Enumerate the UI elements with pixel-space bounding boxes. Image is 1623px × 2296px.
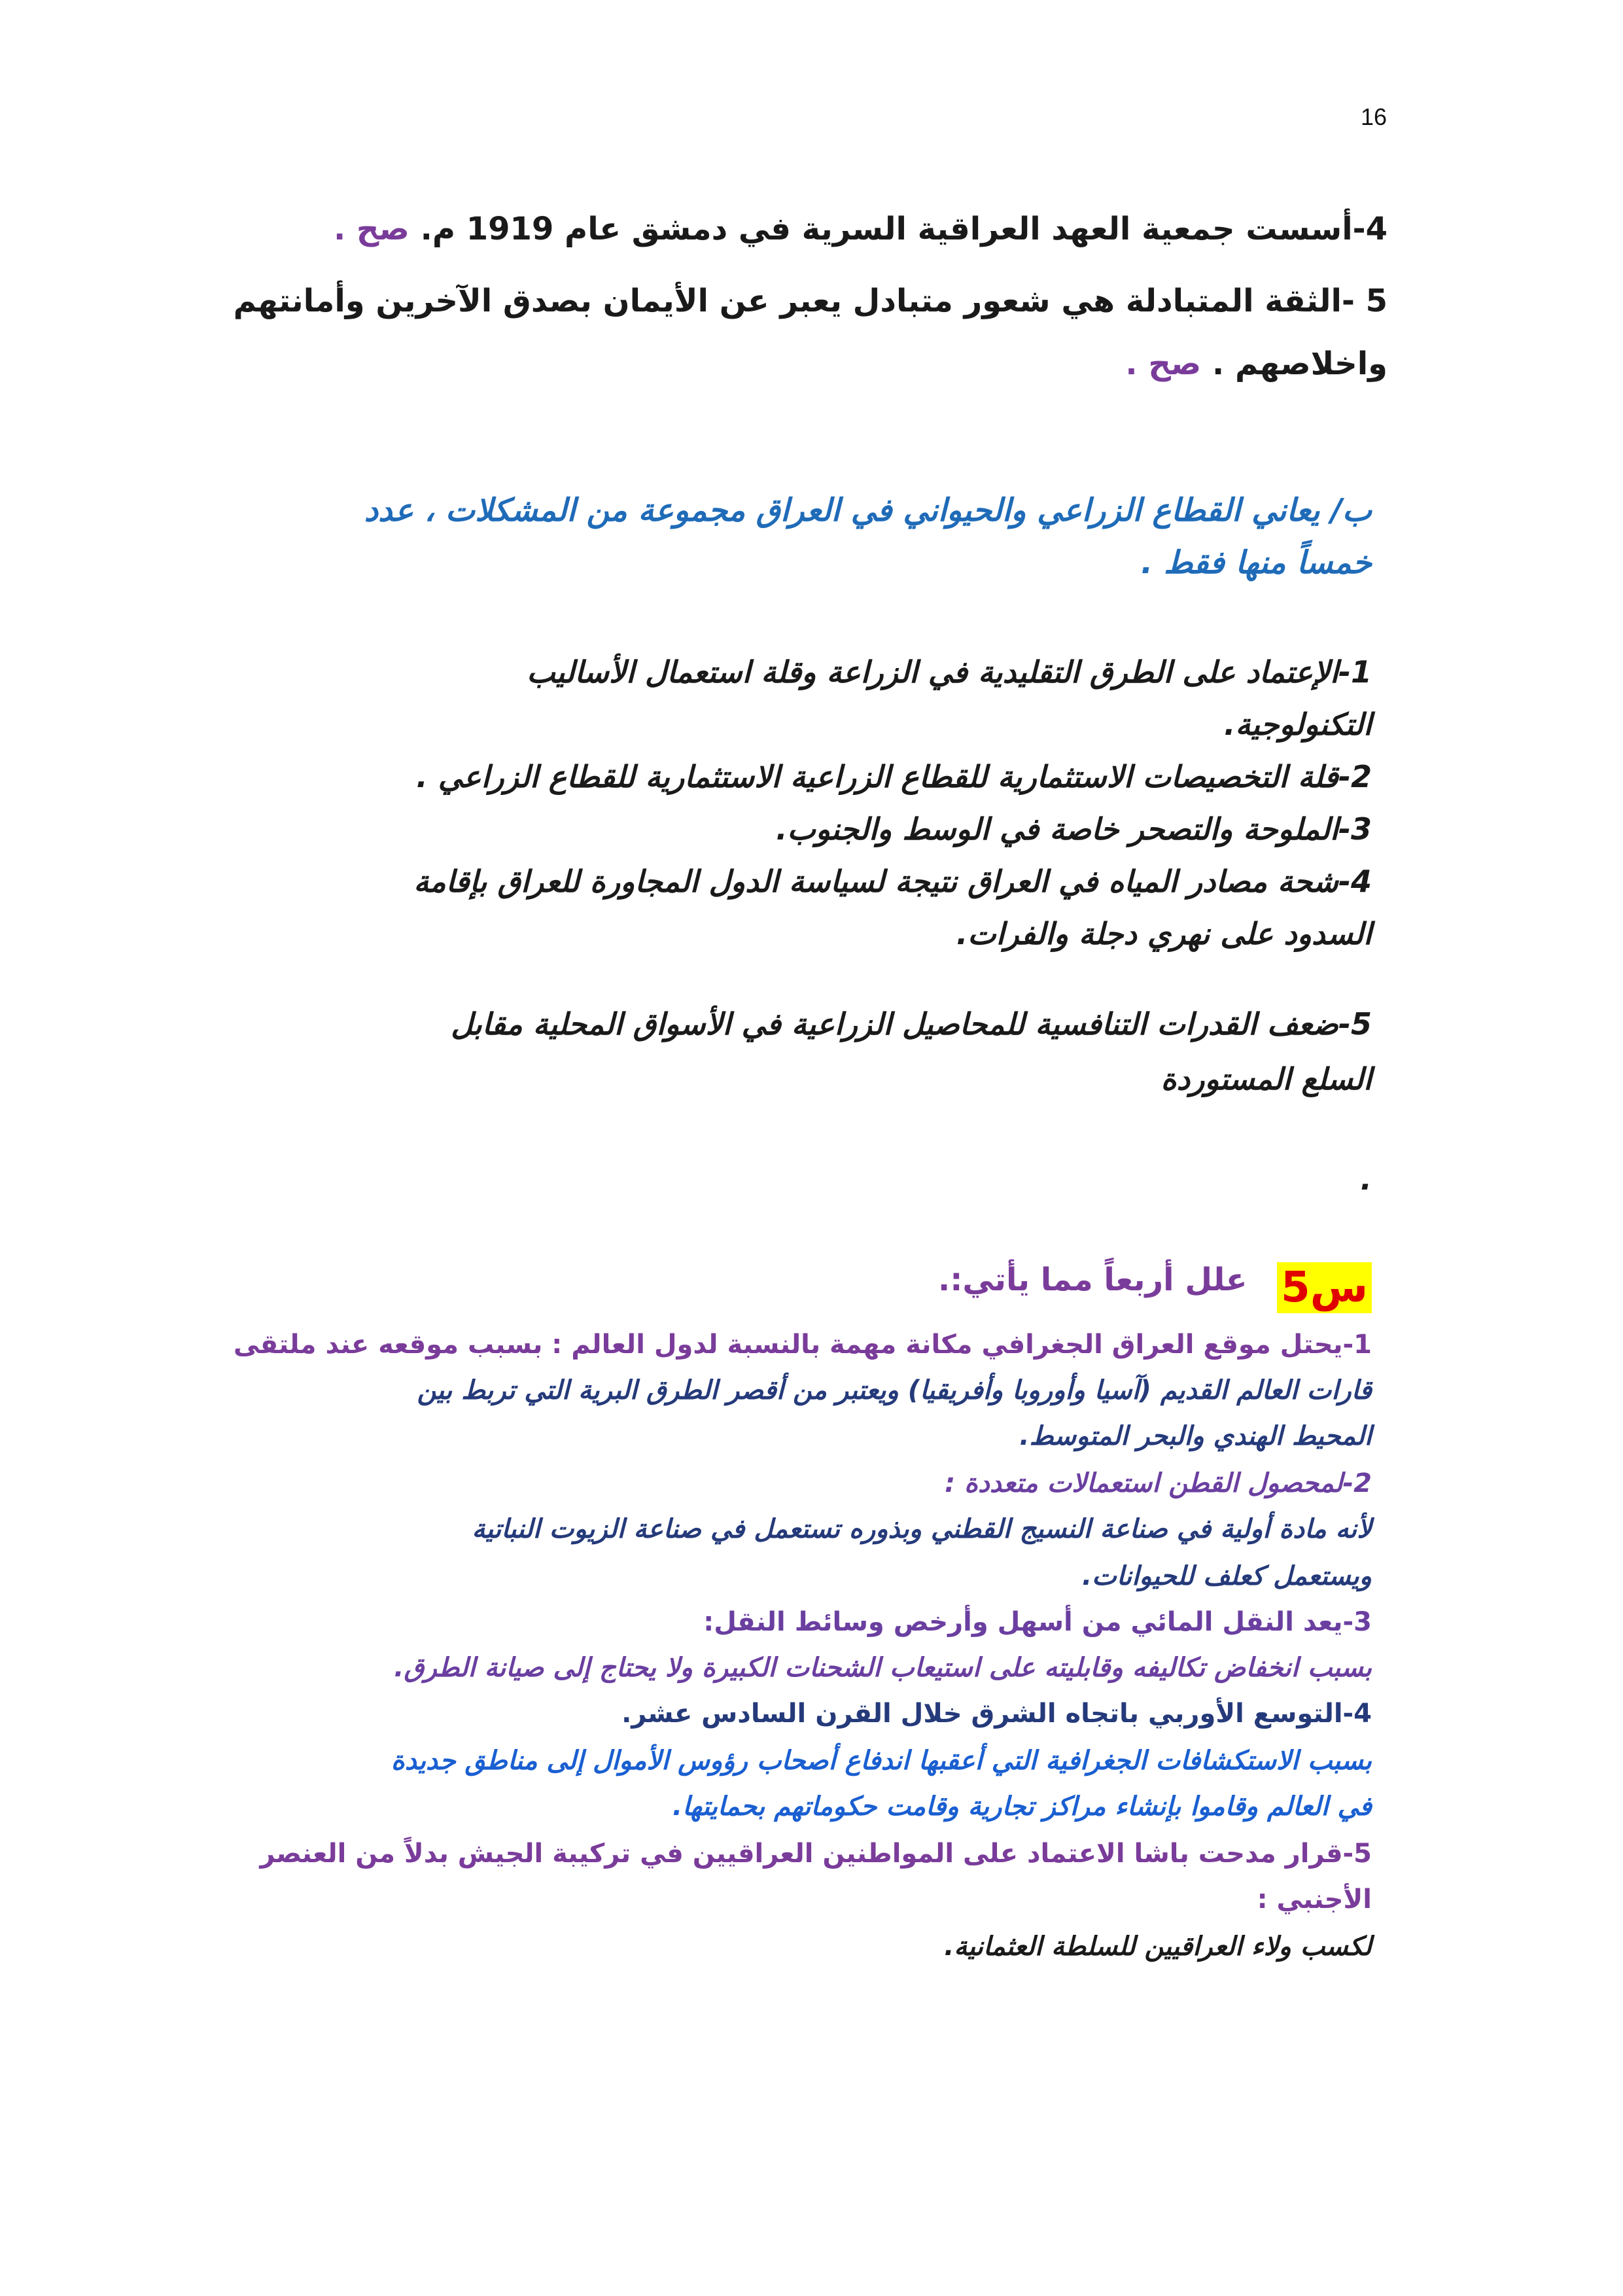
q5-line-3: المحيط الهندي والبحر المتوسط. [1019, 1421, 1372, 1451]
item-4-text: 4-أسست جمعية العهد العراقية السرية في دمشق عام 1919 م. [420, 211, 1387, 247]
q5-line-12: 5-قرار مدحت باشا الاعتماد على المواطنين العراقيين في تركيبة الجيش بدلاً من العنصر [260, 1839, 1372, 1869]
section-b-answer-5a: 5-ضعف القدرات التنافسية للمحاصيل الزراعية في الأسواق المحلية مقابل [451, 1006, 1372, 1042]
section-b-answer-1b: التكنولوجية. [1224, 707, 1372, 742]
item-4 [334, 211, 1387, 247]
item-5-answer: صح . [1125, 345, 1202, 382]
q5-line-8: بسبب انخفاض تكاليفه وقابليته على استيعاب الشحنات الكبيرة ولا يحتاج إلى صيانة الطرق. [394, 1653, 1372, 1683]
question-5-title: علل أربعاً مما يأتي:. [938, 1262, 1248, 1298]
question-5-label: س5 [1277, 1262, 1372, 1313]
section-b-answer-2: 2-قلة التخصيصات الاستثمارية للقطاع الزراعية الاستثمارية للقطاع الزراعي . [416, 759, 1372, 794]
section-b-answer-4b: السدود على نهري دجلة والفرات. [956, 916, 1372, 951]
q5-line-1: 1-يحتل موقع العراق الجغرافي مكانة مهمة بالنسبة لدول العالم : بسبب موقعه عند ملتقى [233, 1330, 1372, 1360]
question-5-header [938, 1262, 1372, 1313]
section-b-question-line-1: ب/ يعاني القطاع الزراعي والحيواني في العراق مجموعة من المشكلات ، عدد [364, 492, 1372, 529]
q5-line-9: 4-التوسع الأوربي باتجاه الشرق خلال القرن السادس عشر. [621, 1699, 1372, 1729]
item-5-line-2 [1125, 345, 1387, 382]
section-b-question-line-2: خمساً منها فقط . [1141, 544, 1372, 581]
q5-line-4: 2-لمحصول القطن استعمالات متعددة : [945, 1468, 1372, 1498]
q5-line-10: بسبب الاستكشافات الجغرافية التي أعقبها اندفاع أصحاب رؤوس الأموال إلى مناطق جديدة [391, 1746, 1372, 1776]
item-5-line-1: 5 -الثقة المتبادلة هي شعور متبادل يعبر عن الأيمان بصدق الآخرين وأمانتهم [233, 283, 1387, 319]
item-4-answer: صح . [333, 211, 410, 247]
item-5-text: واخلاصهم . [1212, 345, 1387, 382]
section-b-answer-4a: 4-شحة مصادر المياه في العراق نتيجة لسياسة الدول المجاورة للعراق بإقامة [413, 864, 1372, 899]
section-b-answer-end: . [1360, 1161, 1372, 1197]
page-number: 16 [1361, 103, 1387, 130]
q5-line-14: لكسب ولاء العراقيين للسلطة العثمانية. [944, 1932, 1372, 1962]
q5-line-7: 3-يعد النقل المائي من أسهل وأرخص وسائط النقل: [703, 1607, 1372, 1637]
q5-line-2: قارات العالم القديم (آسيا وأوروبا وأفريقيا) ويعتبر من أقصر الطرق البرية التي تربط بين [417, 1375, 1372, 1405]
q5-line-11: في العالم وقاموا بإنشاء مراكز تجارية وقامت حكوماتهم بحمايتها. [672, 1792, 1372, 1822]
section-b-answer-5b: السلع المستوردة [1161, 1061, 1372, 1097]
q5-line-13: الأجنبي : [1257, 1884, 1372, 1915]
section-b-answer-3: 3-الملوحة والتصحر خاصة في الوسط والجنوب. [776, 811, 1372, 847]
q5-line-6: ويستعمل كعلف للحيوانات. [1081, 1561, 1372, 1591]
section-b-answer-1a: 1-الإعتماد على الطرق التقليدية في الزراعة وقلة استعمال الأساليب [527, 654, 1372, 690]
q5-line-5: لأنه مادة أولية في صناعة النسيج القطني وبذوره تستعمل في صناعة الزيوت النباتية [472, 1514, 1372, 1544]
